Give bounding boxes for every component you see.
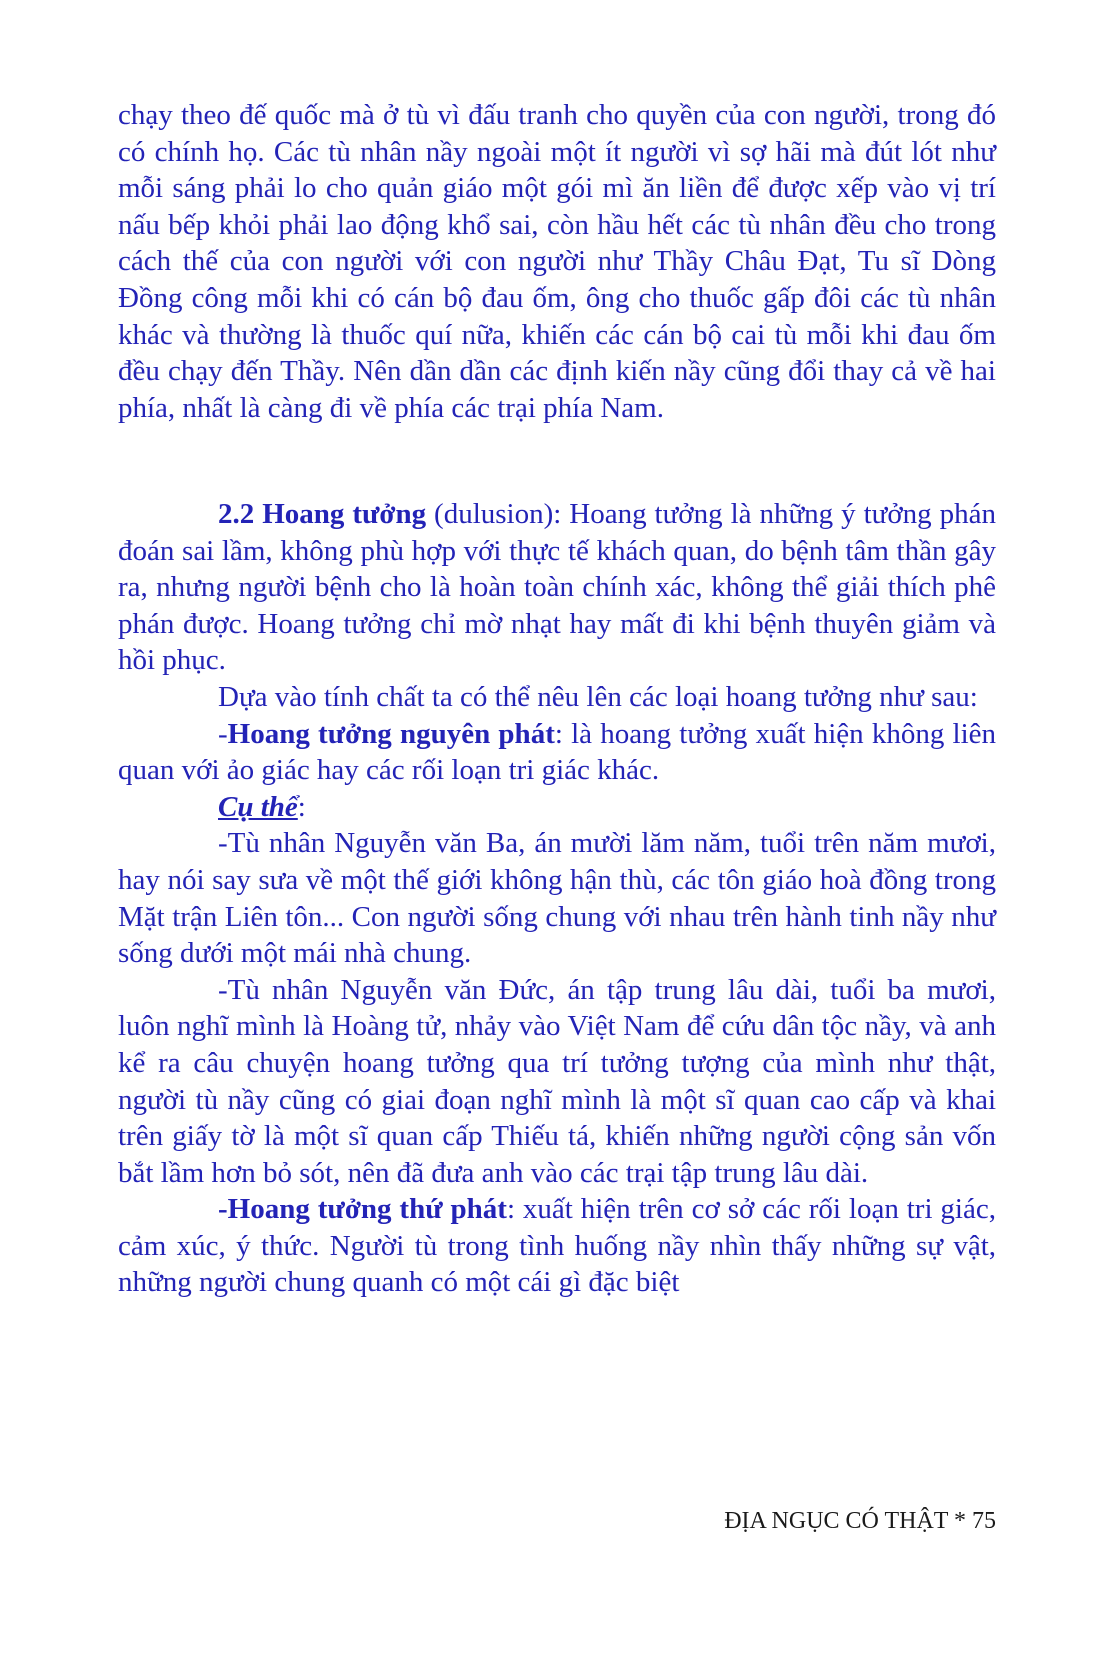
example-paragraph-1: -Tù nhân Nguyễn văn Ba, án mười lăm năm, tuổi trên năm mươi, hay nói say sưa về một thế giới không hận thù, các tôn giáo hoà đồng trong Mặt trận Liên tôn... Con người sống chung với nhau trên hành tinh nầy như sống dưới một mái nhà chung. — [118, 827, 996, 970]
example-label: Cụ thể — [218, 790, 298, 823]
example-colon: : — [297, 790, 306, 823]
section-heading: 2.2 Hoang tưởng — [218, 498, 427, 530]
section-intro-paragraph — [118, 496, 996, 679]
primary-delusion-dash: - — [218, 717, 228, 750]
section-definition: (dulusion): Hoang tưởng là những ý tưởng phán đoán sai lầm, không phù hợp với thực tế khách quan, do bệnh tâm thần gây ra, nhưng người bệnh cho là hoàn toàn chính xác, không thể giải thích phê phán được. Hoang tưởng chỉ mờ nhạt hay mất đi khi bệnh thuyên giảm và hồi phục. — [118, 498, 997, 677]
secondary-delusion-text: : xuất hiện trên cơ sở các rối loạn tri giác, cảm xúc, ý thức. Người tù trong tình huống nầy nhìn thấy những sự vật, những người chung quanh có một cái gì đặc biệt — [118, 1193, 996, 1299]
primary-delusion-label: Hoang tưởng nguyên phát — [227, 717, 555, 750]
secondary-delusion-paragraph — [118, 1191, 996, 1301]
example-paragraph-2: -Tù nhân Nguyễn văn Đức, án tập trung lâu dài, tuổi ba mươi, luôn nghĩ mình là Hoàng tử, nhảy vào Việt Nam để cứu dân tộc nầy, và anh kể ra câu chuyện hoang tưởng qua trí tưởng tượng của mình như thật, người tù nầy cũng có giai đoạn nghĩ mình là một sĩ quan cao cấp và khai trên giấy tờ là một sĩ quan cấp Thiếu tá, khiến những người cộng sản vốn bắt lầm hơn bỏ sót, nên đã đưa anh vào các trại tập trung lâu dài. — [118, 973, 996, 1189]
continuation-text-block — [118, 97, 996, 426]
page-footer: ĐỊA NGỤC CÓ THẬT * 75 — [724, 1508, 996, 1534]
section-delusion — [118, 496, 996, 1301]
example-heading-paragraph — [118, 789, 996, 826]
secondary-delusion-label: -Hoang tưởng thứ phát — [218, 1193, 507, 1226]
types-intro-paragraph: Dựa vào tính chất ta có thể nêu lên các loại hoang tưởng như sau: — [218, 680, 978, 713]
paragraph-continuation: chạy theo đế quốc mà ở tù vì đấu tranh cho quyền của con người, trong đó có chính họ. Các tù nhân nầy ngoài một ít người vì sợ hãi mà đút lót như mỗi sáng phải lo cho quản giáo một gói mì ăn liền để được xếp vào vị trí nấu bếp khỏi phải lao động khổ sai, còn hầu hết các tù nhân đều cho trong cách thế của con người với con người như Thầy Châu Đạt, Tu sĩ Dòng Đồng công mỗi khi có cán bộ đau ốm, ông cho thuốc gấp đôi các tù nhân khác và thường là thuốc quí nữa, khiến các cán bộ cai tù mỗi khi đau ốm đều chạy đến Thầy. Nên dần dần các định kiến nầy cũng đổi thay cả về hai phía, nhất là càng đi về phía các trại phía Nam. — [118, 99, 996, 424]
primary-delusion-text: : là hoang tưởng xuất hiện không liên quan với ảo giác hay các rối loạn tri giác khác. — [118, 717, 997, 787]
primary-delusion-paragraph — [118, 716, 996, 789]
